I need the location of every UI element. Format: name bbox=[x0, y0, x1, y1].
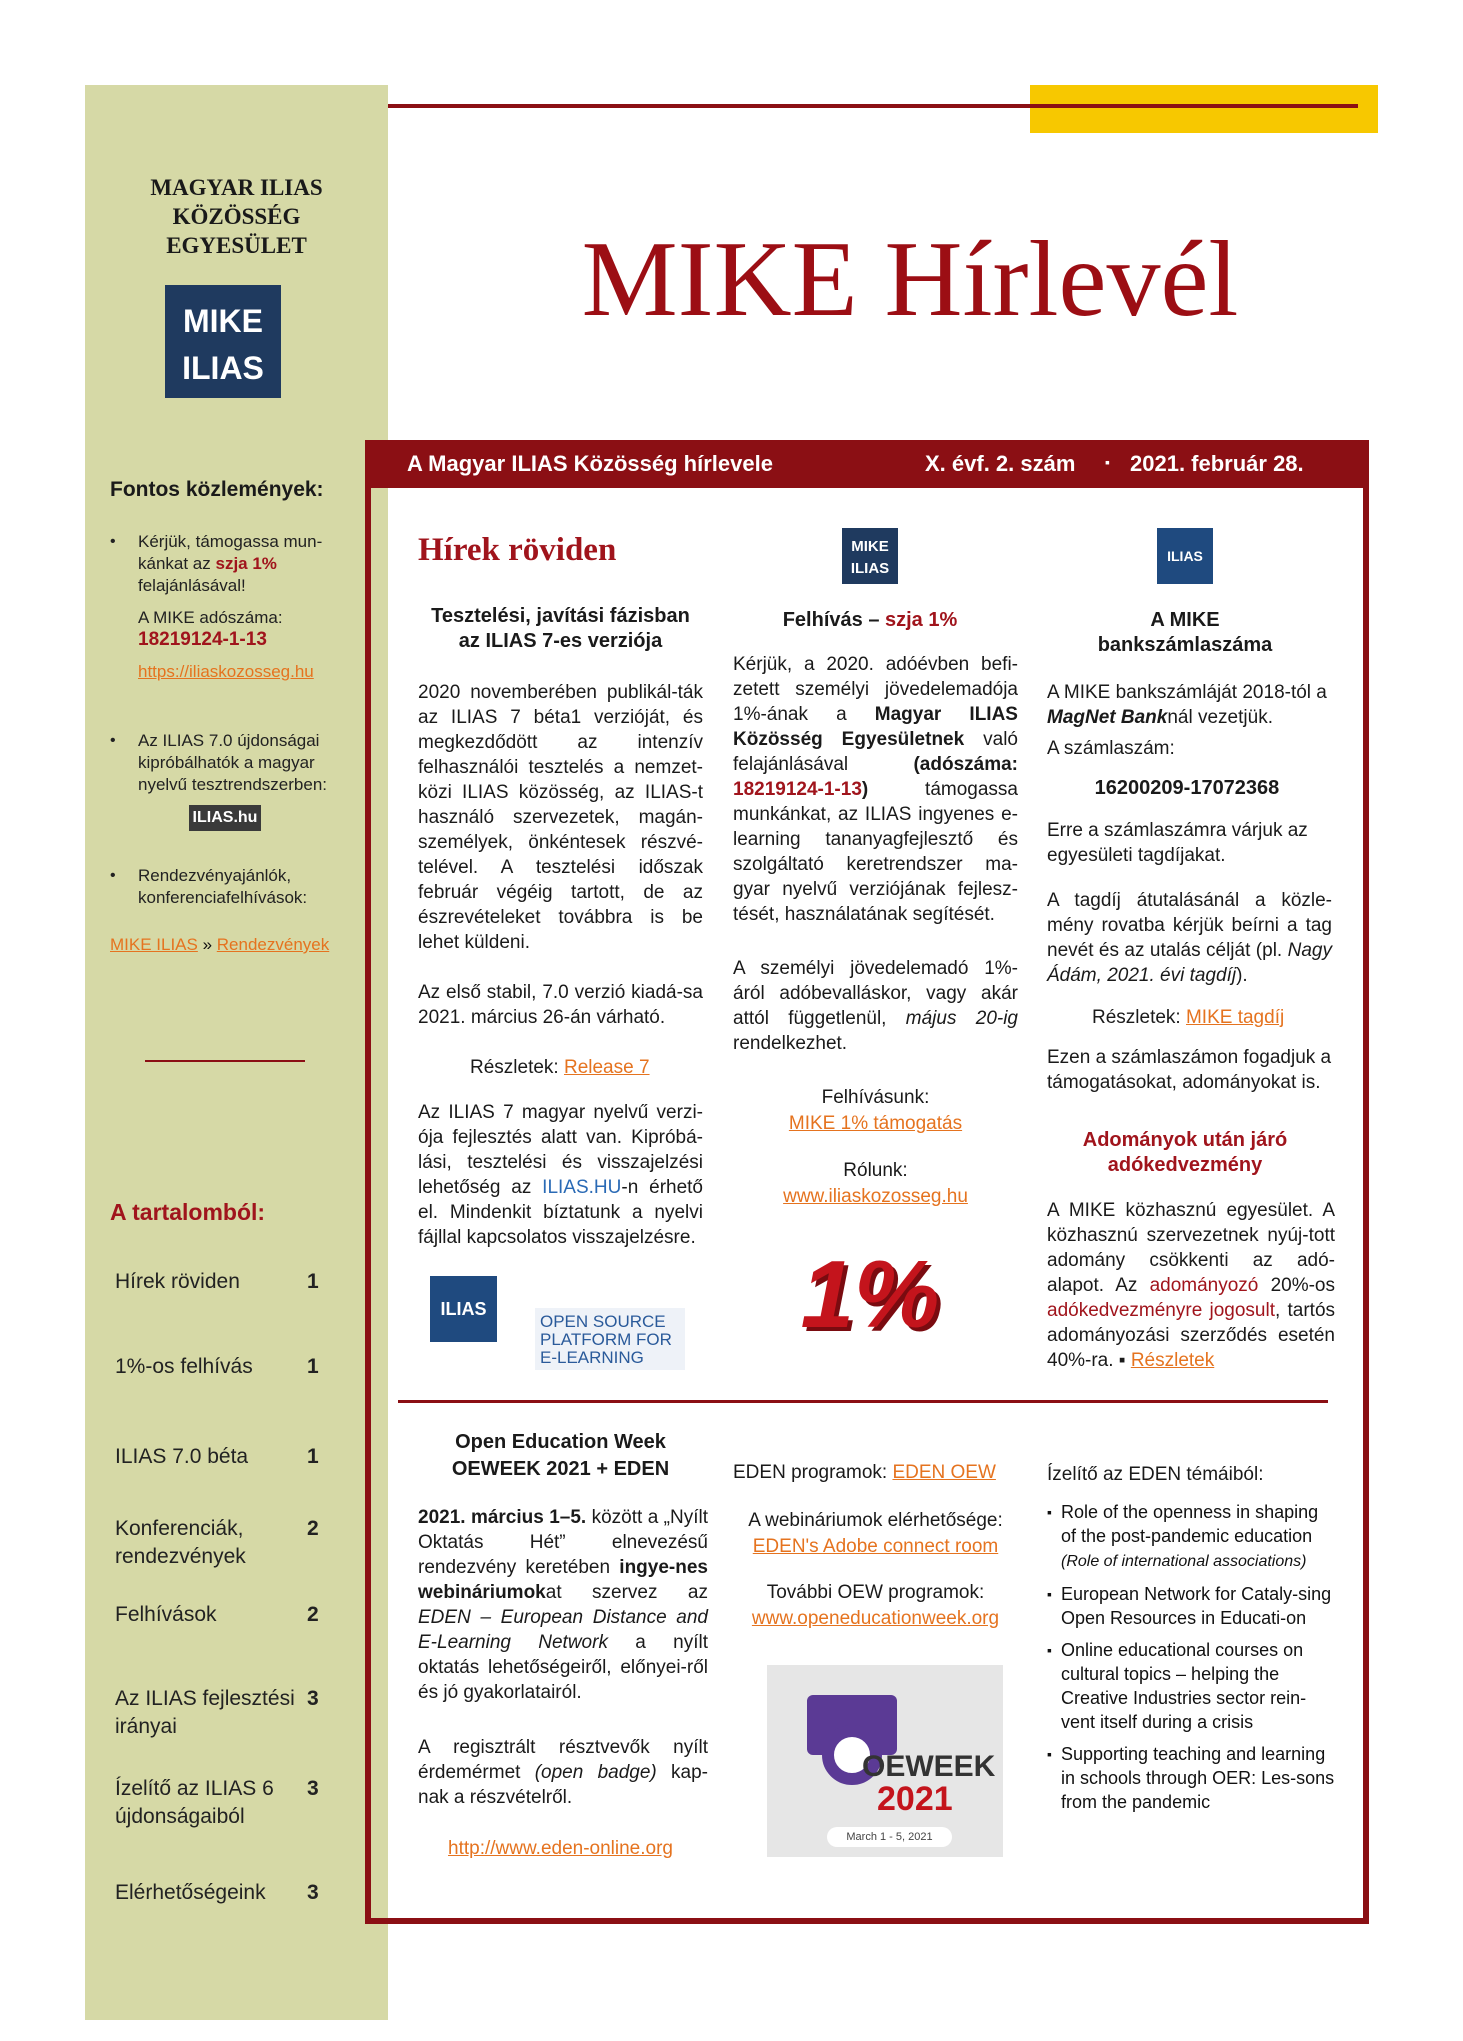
paragraph-text: , tartós adományozási szerződés esetén 40%-ra. ▪ bbox=[1047, 1300, 1336, 1371]
oeweek-word: OEWEEK bbox=[862, 1750, 996, 1783]
mike-ilias-logo bbox=[842, 528, 898, 584]
toc-page: 3 bbox=[307, 1777, 319, 1800]
bank-paragraph bbox=[1047, 680, 1337, 730]
open-source-platform-logo: OPEN SOURCE PLATFORM FOR E-LEARNING bbox=[535, 1308, 685, 1370]
header-gold-bar bbox=[1030, 85, 1378, 133]
eden-online-link[interactable]: http://www.eden-online.org bbox=[448, 1838, 673, 1859]
example-text: Nagy Ádám, 2021. évi tagdíj bbox=[1047, 940, 1332, 986]
paragraph-text: ). bbox=[1236, 965, 1248, 986]
webinar-link-row bbox=[733, 1534, 1018, 1559]
oeweek-dates: March 1 - 5, 2021 bbox=[827, 1827, 952, 1847]
tax-number: 18219124-1-13 bbox=[138, 629, 267, 650]
release-7-link[interactable]: Release 7 bbox=[563, 1057, 650, 1078]
breadcrumb-separator: » bbox=[197, 935, 217, 954]
notice-item bbox=[110, 865, 360, 925]
about-label: Rólunk: bbox=[843, 1160, 908, 1181]
notice-text: Az ILIAS 7.0 újdonságai kipróbálhatók a magyar nyelvű tesztrendszerben: bbox=[138, 731, 327, 794]
highlight-text: adományozó bbox=[1149, 1275, 1259, 1296]
article-subtitle: Tesztelési, javítási fázisban az ILIAS 7-es verziója bbox=[431, 605, 690, 652]
org-name: Magyar ILIAS Közösség Egyesületnek bbox=[733, 704, 1018, 750]
organization-name bbox=[85, 173, 388, 260]
header-rule bbox=[388, 104, 1358, 108]
paragraph-text: A tagdíj átutalásánál a közle-mény rovatba kérjük beírni a tag nevét és az utalás célját (pl. bbox=[1047, 890, 1332, 961]
bullet-icon: • bbox=[110, 732, 116, 749]
heading-highlight: szja 1% bbox=[885, 609, 958, 631]
badge-term: (open badge) bbox=[534, 1762, 657, 1783]
highlight-text: ingye-nes webináriumok bbox=[418, 1557, 708, 1603]
topic-note: (Role of international associations) bbox=[1061, 1553, 1307, 1570]
toc-label: Felhívások bbox=[115, 1603, 217, 1626]
events-link[interactable]: Rendezvények bbox=[216, 935, 330, 954]
bullet-icon: • bbox=[110, 533, 116, 550]
account-number: 16200209-17072368 bbox=[1094, 777, 1280, 799]
bank-paragraph: Ezen a számlaszámon fogadjuk a támogatásokat, adományokat is. bbox=[1047, 1047, 1332, 1093]
account-label: A számlaszám: bbox=[1047, 738, 1175, 759]
org-line: KÖZÖSSÉG bbox=[172, 204, 301, 229]
notice-text: felajánlásával! bbox=[138, 576, 246, 595]
oeweek-year: 2021 bbox=[877, 1780, 953, 1818]
eden-topics-list bbox=[1047, 1500, 1335, 1822]
paragraph-text: között a „Nyílt Oktatás Hét” elnevezésű rendezvény keretében bbox=[418, 1507, 708, 1578]
article-paragraph: Az első stabil, 7.0 verzió kiadá-sa 2021. március 26-án várható. bbox=[418, 982, 703, 1028]
topic-text: Online educational courses on cultural topics – helping the Creative Industries sector rein-vent itself during a crisis bbox=[1061, 1640, 1307, 1732]
toc-label: Az ILIAS fejlesztési irányai bbox=[115, 1687, 295, 1738]
reszletek-link[interactable]: Részletek bbox=[1130, 1350, 1215, 1371]
org-name: EDEN – European Distance and E-Learning Network bbox=[418, 1607, 708, 1653]
banner-separator: ▪ bbox=[1105, 454, 1110, 470]
oeweek-logo bbox=[767, 1665, 1003, 1857]
paragraph-text: A MIKE közhasznú egyesület. A közhasznú szervezetnek nyúj-tott adomány csökkenti az adó-alapot. Az bbox=[1047, 1200, 1335, 1296]
newsletter-title: MIKE Hírlevél bbox=[581, 220, 1239, 339]
paragraph-text: támogassa munkánkat, az ILIAS ingyenes e-learning tananyagfejlesztő és szolgáltató keretrendszer ma-gyar nyelvű verziójának fejlesz-tését, használatának segítését. bbox=[733, 779, 1018, 925]
article-paragraph: 2020 novemberében publikál-ták az ILIAS 7 béta1 verzióját, és megkezdődött az intenzív felhasználói tesztelés a nemzet-közi ILIAS közösség, az ILIAS-t használó szervezetek, magán-személyek, önkéntesek részvé-telével. A tesztelési időszak február végéig tartott, de az észrevételeket továbbra is be lehet küldeni. bbox=[418, 682, 703, 953]
logo-text: ILIAS bbox=[1167, 548, 1203, 564]
one-percent-graphic: 1% bbox=[800, 1241, 940, 1348]
oew-heading: OEWEEK 2021 + EDEN bbox=[451, 1458, 670, 1480]
org-line: EGYESÜLET bbox=[166, 233, 307, 258]
oew-paragraph bbox=[418, 1735, 708, 1810]
highlight-text: adókedvezményre jogosult bbox=[1047, 1300, 1275, 1321]
deadline: május 20-ig bbox=[905, 1008, 1018, 1029]
call-paragraph bbox=[733, 652, 1018, 927]
paragraph-text: való felajánlásával bbox=[733, 729, 1018, 775]
website-link[interactable]: www.iliaskozosseg.hu bbox=[783, 1186, 968, 1207]
notice-highlight: szja 1% bbox=[215, 554, 277, 573]
more-link-row bbox=[733, 1606, 1018, 1631]
toc-label: Hírek röviden bbox=[115, 1270, 240, 1293]
tax-number: 18219124-1-13 bbox=[733, 779, 862, 800]
bullet-icon: • bbox=[110, 867, 116, 884]
topic-text: European Network for Cataly-sing Open Resources in Educati-on bbox=[1061, 1584, 1332, 1628]
more-label: További OEW programok: bbox=[766, 1582, 985, 1603]
eden-topics-heading: Ízelítő az EDEN témáiból: bbox=[1047, 1464, 1264, 1485]
banner-date: 2021. február 28. bbox=[1130, 451, 1304, 476]
org-line: MAGYAR ILIAS bbox=[150, 175, 323, 200]
oew-paragraph bbox=[418, 1505, 708, 1705]
eden-label: EDEN programok: bbox=[733, 1462, 893, 1483]
paragraph-text: kap-nak a részvételről. bbox=[418, 1762, 708, 1808]
toc-page: 3 bbox=[307, 1687, 319, 1710]
sidebar-divider bbox=[145, 1060, 305, 1062]
topic-text: Role of the openness in shaping of the post-pandemic education bbox=[1061, 1502, 1319, 1546]
mike-tagdij-link[interactable]: MIKE tagdíj bbox=[1185, 1007, 1285, 1028]
section-title: Hírek röviden bbox=[418, 532, 617, 568]
toc-title: A tartalomból: bbox=[110, 1199, 266, 1225]
list-item bbox=[1047, 1500, 1335, 1574]
call-paragraph bbox=[733, 956, 1018, 1056]
mike-ilias-logo bbox=[165, 285, 281, 398]
toc-label: Elérhetőségeink bbox=[115, 1881, 266, 1904]
eden-oew-link[interactable]: EDEN OEW bbox=[892, 1462, 996, 1483]
notice-text: Kérjük, támogassa mun-kánkat az bbox=[138, 532, 323, 573]
logo-line: ILIAS bbox=[850, 560, 890, 577]
logo-line: MIKE bbox=[183, 303, 263, 339]
webinar-label: A webináriumok elérhetősége: bbox=[748, 1510, 1003, 1531]
paragraph-text: Az ILIAS 7 magyar nyelvű verzi-ója fejlesztés alatt van. Kipróbá-lási, tesztelési és visszajelzési lehetőség az bbox=[418, 1102, 703, 1198]
mike-1pct-link[interactable]: MIKE 1% támogatás bbox=[788, 1113, 963, 1134]
paragraph-text: a nyílt oktatás lehetőségeiről, előnyei-ről és jó gyakorlatairól. bbox=[418, 1632, 708, 1703]
site-link[interactable]: https://iliaskozosseg.hu bbox=[138, 662, 314, 681]
toc-label: Konferenciák, rendezvények bbox=[115, 1517, 246, 1568]
notices-title: Fontos közlemények: bbox=[110, 478, 324, 501]
ilias-logo: ILIAS bbox=[430, 1276, 497, 1342]
oew-heading: Open Education Week bbox=[455, 1431, 666, 1453]
toc-page: 1 bbox=[307, 1270, 319, 1293]
adobe-connect-link[interactable]: EDEN's Adobe connect room bbox=[752, 1536, 999, 1557]
paragraph-text: ) bbox=[861, 779, 869, 800]
bank-paragraph bbox=[1047, 888, 1332, 988]
toc-page: 2 bbox=[307, 1517, 319, 1540]
tax-label: (adószáma: bbox=[913, 754, 1018, 775]
logo-line: MIKE bbox=[851, 538, 889, 555]
openeducationweek-link[interactable]: www.openeducationweek.org bbox=[751, 1608, 1000, 1629]
list-item bbox=[1047, 1742, 1335, 1814]
list-item bbox=[1047, 1582, 1335, 1630]
sidebar bbox=[85, 85, 388, 2020]
paragraph-text: A személyi jövedelemadó 1%-áról adóbevalláskor, vagy akár attól függetlenül, bbox=[733, 958, 1018, 1029]
donation-heading: Adományok után járó adókedvezmény bbox=[1082, 1129, 1288, 1176]
banner-issue: X. évf. 2. szám bbox=[925, 451, 1076, 476]
events-links bbox=[110, 935, 329, 955]
call-heading bbox=[730, 608, 1010, 633]
details-label: Részletek: bbox=[470, 1057, 564, 1078]
article-paragraph bbox=[418, 1100, 703, 1250]
paragraph-text: A MIKE bankszámláját 2018-tól a bbox=[1047, 682, 1327, 703]
eden-programs-line bbox=[733, 1460, 996, 1485]
tax-label: A MIKE adószáma: bbox=[138, 608, 283, 627]
mike-ilias-link[interactable]: MIKE ILIAS bbox=[110, 935, 198, 954]
paragraph-text: rendelkezhet. bbox=[733, 1033, 848, 1054]
notice-text: Rendezvényajánlók, konferenciafelhívások: bbox=[138, 866, 308, 907]
call-label: Felhívásunk: bbox=[821, 1087, 930, 1108]
toc-label: 1%-os felhívás bbox=[115, 1355, 253, 1378]
ilias-logo bbox=[1157, 528, 1213, 584]
heading-text: Felhívás – bbox=[782, 609, 885, 631]
paragraph-text: nál vezetjük. bbox=[1167, 707, 1273, 728]
toc-label: ILIAS 7.0 béta bbox=[115, 1445, 249, 1468]
about-link-row bbox=[733, 1184, 1018, 1209]
details-line bbox=[470, 1055, 650, 1080]
toc-page: 1 bbox=[307, 1355, 319, 1378]
toc-page: 3 bbox=[307, 1881, 319, 1904]
bank-paragraph: Erre a számlaszámra várjuk az egyesületi tagdíjakat. bbox=[1047, 820, 1308, 866]
paragraph-text: -n érhető el. Mindenkit bíztatunk a nyelvi fájllal kapcsolatos visszajelzésre. bbox=[418, 1177, 703, 1248]
paragraph-text: Kérjük, a 2020. adóévben befi-zetett személyi jövedelemadója 1%-ának a bbox=[733, 654, 1018, 725]
ilias-hu-badge[interactable]: ILIAS.hu bbox=[189, 805, 261, 831]
logo-line: ILIAS bbox=[182, 350, 264, 386]
call-link-row bbox=[733, 1111, 1018, 1136]
details-label: Részletek: bbox=[1092, 1007, 1186, 1028]
section-divider bbox=[398, 1400, 1328, 1403]
list-item bbox=[1047, 1638, 1335, 1734]
banner-subtitle: A Magyar ILIAS Közösség hírlevele bbox=[407, 451, 773, 476]
paragraph-text: A regisztrált résztvevők nyílt érdemérmet bbox=[418, 1737, 708, 1783]
issue-banner bbox=[365, 440, 1369, 488]
paragraph-text: 20%-os bbox=[1258, 1275, 1335, 1296]
notice-item bbox=[110, 531, 360, 711]
notice-item bbox=[110, 730, 360, 800]
toc-label: Ízelítő az ILIAS 6 újdonságaiból bbox=[115, 1777, 274, 1828]
paragraph-text: at szervez az bbox=[545, 1582, 708, 1603]
toc-page: 1 bbox=[307, 1445, 319, 1468]
details-line bbox=[1092, 1005, 1284, 1030]
event-dates: 2021. március 1–5. bbox=[418, 1507, 587, 1528]
bank-heading: bankszámlaszáma bbox=[1097, 634, 1273, 656]
topic-text: Supporting teaching and learning in schools through OER: Les-sons from the pandemic bbox=[1061, 1744, 1335, 1812]
donation-paragraph bbox=[1047, 1198, 1335, 1373]
eden-link-row bbox=[418, 1836, 703, 1861]
bank-name: MagNet Bank bbox=[1047, 707, 1168, 728]
bank-heading: A MIKE bbox=[1150, 609, 1220, 631]
toc-page: 2 bbox=[307, 1603, 319, 1626]
ilias-hu-link[interactable]: ILIAS.HU bbox=[542, 1177, 622, 1198]
